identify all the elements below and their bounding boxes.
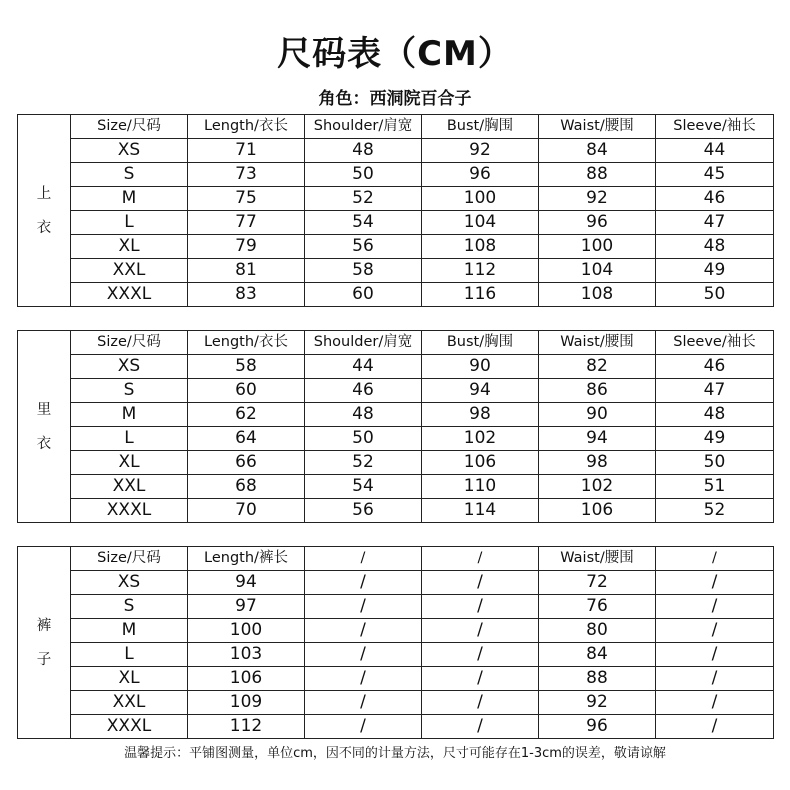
cell-sleeve: 50 xyxy=(656,451,774,475)
garment-label xyxy=(18,547,71,739)
header-row xyxy=(18,115,774,139)
cell-sleeve: / xyxy=(656,571,774,595)
cell-bust: 108 xyxy=(422,235,539,259)
cell-bust: 94 xyxy=(422,379,539,403)
cell-shoulder: 48 xyxy=(305,403,422,427)
character-subtitle: 角色：西洞院百合子 xyxy=(318,89,472,109)
page-title: 尺码表（CM） xyxy=(277,34,513,74)
cell-size: L xyxy=(71,211,188,235)
column-header-size: Size/尺码 xyxy=(71,115,188,139)
cell-shoulder: 50 xyxy=(305,427,422,451)
table-row xyxy=(18,475,774,499)
cell-size: L xyxy=(71,643,188,667)
cell-length: 112 xyxy=(188,715,305,739)
table-row xyxy=(18,187,774,211)
cell-bust: / xyxy=(422,571,539,595)
cell-length: 62 xyxy=(188,403,305,427)
cell-sleeve: 51 xyxy=(656,475,774,499)
cell-sleeve: / xyxy=(656,715,774,739)
cell-shoulder: 60 xyxy=(305,283,422,307)
column-header-bust: Bust/胸围 xyxy=(422,115,539,139)
cell-bust: / xyxy=(422,715,539,739)
cell-size: S xyxy=(71,595,188,619)
cell-bust: / xyxy=(422,691,539,715)
garment-label xyxy=(18,331,71,523)
cell-size: XL xyxy=(71,235,188,259)
cell-sleeve: 49 xyxy=(656,427,774,451)
cell-waist: 82 xyxy=(539,355,656,379)
cell-size: XS xyxy=(71,355,188,379)
cell-waist: 80 xyxy=(539,619,656,643)
cell-shoulder: / xyxy=(305,619,422,643)
cell-waist: 84 xyxy=(539,139,656,163)
cell-size: S xyxy=(71,163,188,187)
cell-waist: 86 xyxy=(539,379,656,403)
cell-sleeve: 47 xyxy=(656,379,774,403)
cell-shoulder: / xyxy=(305,715,422,739)
column-header-length: Length/衣长 xyxy=(188,115,305,139)
cell-sleeve: 44 xyxy=(656,139,774,163)
cell-waist: 84 xyxy=(539,643,656,667)
cell-length: 94 xyxy=(188,571,305,595)
cell-size: M xyxy=(71,403,188,427)
cell-shoulder: 52 xyxy=(305,451,422,475)
cell-sleeve: 46 xyxy=(656,355,774,379)
column-header-shoulder: / xyxy=(305,547,422,571)
garment-label-char: 上 xyxy=(36,185,52,202)
cell-size: XS xyxy=(71,139,188,163)
table-row xyxy=(18,667,774,691)
size-table-top xyxy=(17,114,774,307)
column-header-shoulder: Shoulder/肩宽 xyxy=(305,115,422,139)
cell-bust: 110 xyxy=(422,475,539,499)
column-header-bust: Bust/胸围 xyxy=(422,331,539,355)
cell-length: 58 xyxy=(188,355,305,379)
cell-size: M xyxy=(71,619,188,643)
cell-length: 66 xyxy=(188,451,305,475)
cell-sleeve: 49 xyxy=(656,259,774,283)
column-header-waist: Waist/腰围 xyxy=(539,547,656,571)
garment-label-char: 里 xyxy=(36,401,52,418)
table-row xyxy=(18,427,774,451)
cell-shoulder: / xyxy=(305,691,422,715)
garment-label-char: 裤 xyxy=(36,617,52,634)
cell-size: M xyxy=(71,187,188,211)
cell-bust: 100 xyxy=(422,187,539,211)
cell-shoulder: / xyxy=(305,595,422,619)
cell-sleeve: 48 xyxy=(656,235,774,259)
cell-size: XS xyxy=(71,571,188,595)
cell-waist: 104 xyxy=(539,259,656,283)
column-header-sleeve: Sleeve/袖长 xyxy=(656,331,774,355)
cell-sleeve: 46 xyxy=(656,187,774,211)
cell-length: 97 xyxy=(188,595,305,619)
cell-shoulder: 46 xyxy=(305,379,422,403)
header-row xyxy=(18,547,774,571)
cell-length: 68 xyxy=(188,475,305,499)
cell-sleeve: 50 xyxy=(656,283,774,307)
garment-label xyxy=(18,115,71,307)
column-header-sleeve: Sleeve/袖长 xyxy=(656,115,774,139)
column-header-size: Size/尺码 xyxy=(71,331,188,355)
cell-size: XXXL xyxy=(71,499,188,523)
cell-waist: 76 xyxy=(539,595,656,619)
column-header-length: Length/衣长 xyxy=(188,331,305,355)
cell-bust: / xyxy=(422,667,539,691)
cell-sleeve: 45 xyxy=(656,163,774,187)
cell-waist: 96 xyxy=(539,715,656,739)
column-header-bust: / xyxy=(422,547,539,571)
cell-size: L xyxy=(71,427,188,451)
cell-length: 75 xyxy=(188,187,305,211)
cell-size: XL xyxy=(71,451,188,475)
cell-length: 73 xyxy=(188,163,305,187)
table-row xyxy=(18,619,774,643)
cell-waist: 98 xyxy=(539,451,656,475)
table-row xyxy=(18,235,774,259)
cell-shoulder: 58 xyxy=(305,259,422,283)
cell-waist: 72 xyxy=(539,571,656,595)
cell-shoulder: 50 xyxy=(305,163,422,187)
column-header-length: Length/裤长 xyxy=(188,547,305,571)
garment-label-char: 衣 xyxy=(36,219,52,236)
table-row xyxy=(18,715,774,739)
cell-waist: 102 xyxy=(539,475,656,499)
table-row xyxy=(18,163,774,187)
cell-waist: 108 xyxy=(539,283,656,307)
table-row xyxy=(18,643,774,667)
cell-waist: 92 xyxy=(539,691,656,715)
cell-size: XXL xyxy=(71,475,188,499)
column-header-waist: Waist/腰围 xyxy=(539,115,656,139)
cell-length: 106 xyxy=(188,667,305,691)
cell-waist: 106 xyxy=(539,499,656,523)
cell-length: 70 xyxy=(188,499,305,523)
size-table-pants xyxy=(17,546,774,739)
cell-bust: 90 xyxy=(422,355,539,379)
cell-shoulder: 56 xyxy=(305,499,422,523)
table-row xyxy=(18,595,774,619)
cell-sleeve: 52 xyxy=(656,499,774,523)
cell-waist: 88 xyxy=(539,667,656,691)
header-row xyxy=(18,331,774,355)
garment-label-char: 衣 xyxy=(36,435,52,452)
measurement-footnote: 温馨提示：平铺图测量，单位cm，因不同的计量方法，尺寸可能存在1-3cm的误差，敬请谅解 xyxy=(124,746,666,761)
cell-shoulder: 44 xyxy=(305,355,422,379)
table-row xyxy=(18,259,774,283)
table-row xyxy=(18,283,774,307)
column-header-shoulder: Shoulder/肩宽 xyxy=(305,331,422,355)
table-row xyxy=(18,355,774,379)
garment-label-char: 子 xyxy=(36,651,52,668)
cell-bust: 96 xyxy=(422,163,539,187)
cell-sleeve: / xyxy=(656,595,774,619)
cell-shoulder: 54 xyxy=(305,475,422,499)
cell-length: 64 xyxy=(188,427,305,451)
cell-length: 83 xyxy=(188,283,305,307)
cell-shoulder: 54 xyxy=(305,211,422,235)
cell-length: 100 xyxy=(188,619,305,643)
table-row xyxy=(18,211,774,235)
cell-sleeve: / xyxy=(656,643,774,667)
table-row xyxy=(18,403,774,427)
cell-shoulder: 48 xyxy=(305,139,422,163)
cell-size: XXXL xyxy=(71,715,188,739)
cell-bust: 112 xyxy=(422,259,539,283)
cell-length: 60 xyxy=(188,379,305,403)
cell-shoulder: / xyxy=(305,571,422,595)
cell-sleeve: / xyxy=(656,691,774,715)
cell-bust: / xyxy=(422,595,539,619)
table-row xyxy=(18,571,774,595)
cell-length: 103 xyxy=(188,643,305,667)
cell-waist: 100 xyxy=(539,235,656,259)
cell-size: XXXL xyxy=(71,283,188,307)
cell-shoulder: 52 xyxy=(305,187,422,211)
column-header-waist: Waist/腰围 xyxy=(539,331,656,355)
cell-size: S xyxy=(71,379,188,403)
cell-sleeve: / xyxy=(656,667,774,691)
column-header-sleeve: / xyxy=(656,547,774,571)
cell-bust: 92 xyxy=(422,139,539,163)
cell-length: 79 xyxy=(188,235,305,259)
cell-length: 81 xyxy=(188,259,305,283)
table-row xyxy=(18,139,774,163)
table-row xyxy=(18,379,774,403)
cell-waist: 90 xyxy=(539,403,656,427)
table-row xyxy=(18,691,774,715)
cell-size: XXL xyxy=(71,259,188,283)
table-row xyxy=(18,499,774,523)
cell-bust: 114 xyxy=(422,499,539,523)
cell-length: 77 xyxy=(188,211,305,235)
cell-shoulder: / xyxy=(305,643,422,667)
size-table-inner xyxy=(17,330,774,523)
table-row xyxy=(18,451,774,475)
cell-bust: 106 xyxy=(422,451,539,475)
cell-waist: 94 xyxy=(539,427,656,451)
cell-waist: 96 xyxy=(539,211,656,235)
cell-bust: 116 xyxy=(422,283,539,307)
cell-bust: 98 xyxy=(422,403,539,427)
cell-bust: / xyxy=(422,619,539,643)
cell-size: XXL xyxy=(71,691,188,715)
cell-bust: 102 xyxy=(422,427,539,451)
cell-bust: / xyxy=(422,643,539,667)
cell-length: 109 xyxy=(188,691,305,715)
cell-waist: 88 xyxy=(539,163,656,187)
cell-length: 71 xyxy=(188,139,305,163)
cell-waist: 92 xyxy=(539,187,656,211)
column-header-size: Size/尺码 xyxy=(71,547,188,571)
cell-sleeve: 48 xyxy=(656,403,774,427)
cell-bust: 104 xyxy=(422,211,539,235)
cell-shoulder: 56 xyxy=(305,235,422,259)
cell-size: XL xyxy=(71,667,188,691)
cell-sleeve: / xyxy=(656,619,774,643)
cell-sleeve: 47 xyxy=(656,211,774,235)
cell-shoulder: / xyxy=(305,667,422,691)
